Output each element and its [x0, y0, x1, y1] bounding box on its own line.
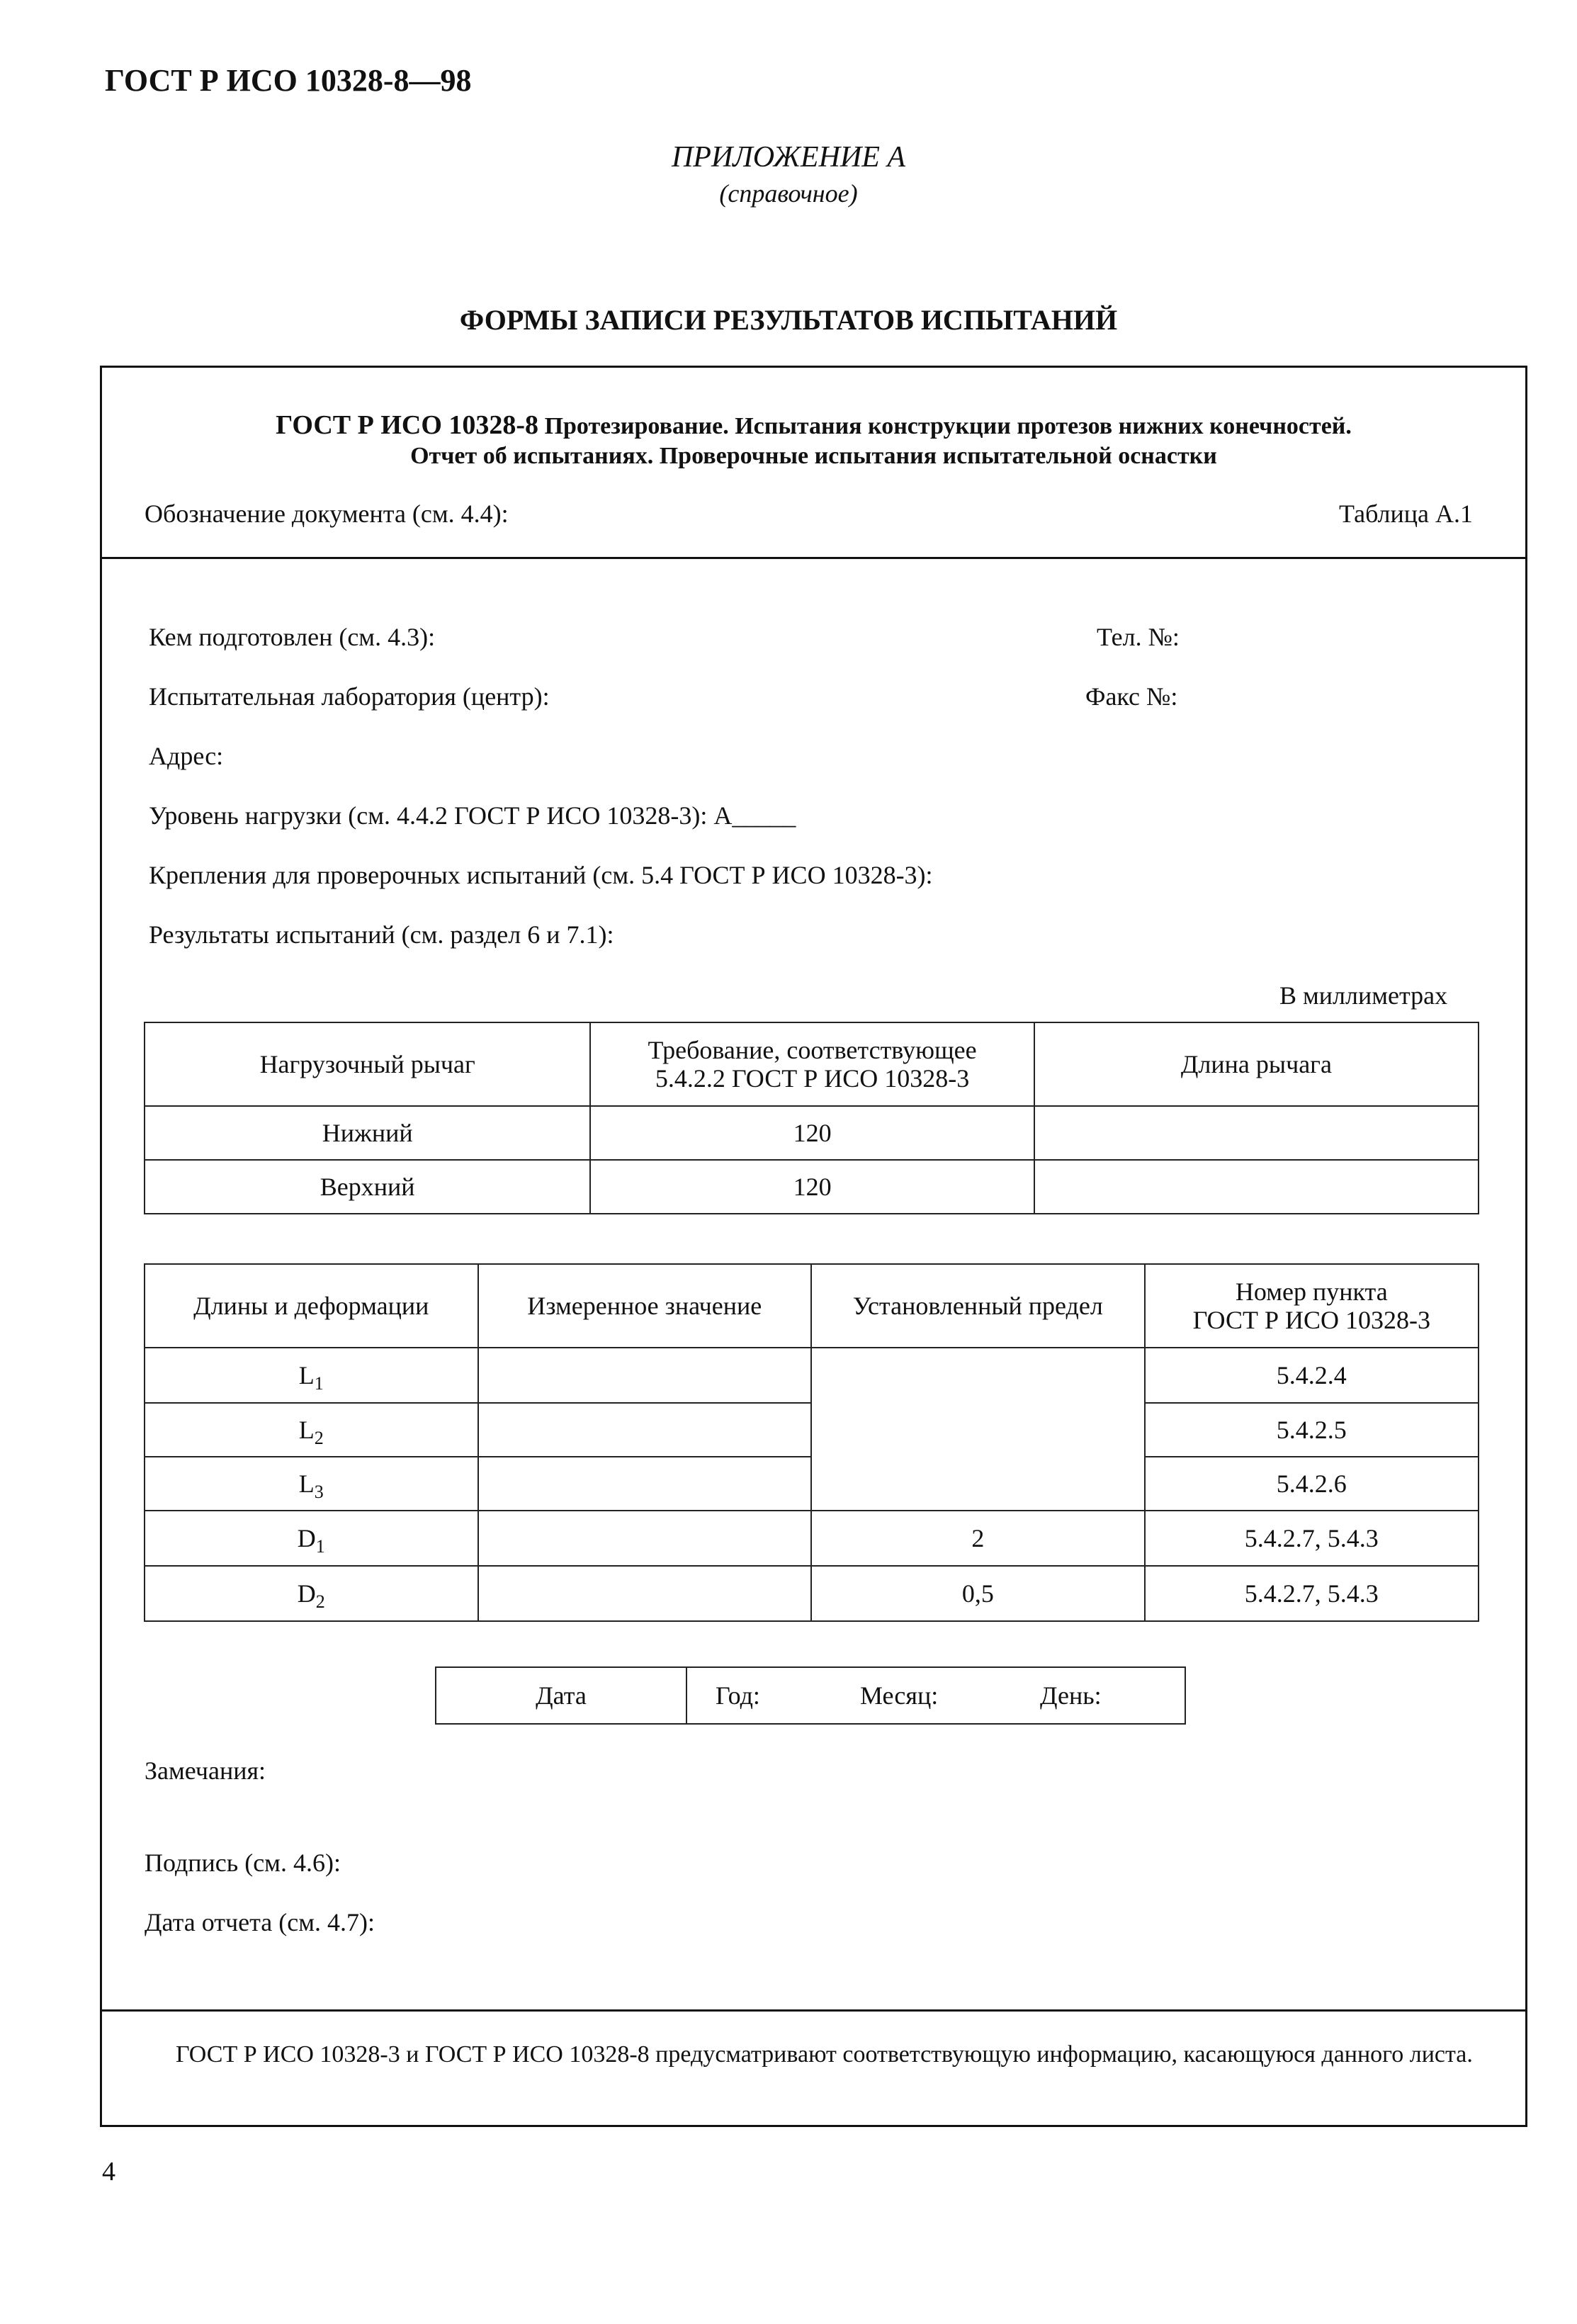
table-row	[145, 1566, 1479, 1621]
symbol-subscript: 3	[314, 1482, 324, 1502]
measured-header-cell: Измеренное значение	[478, 1264, 812, 1348]
length-header-cell: Длина рычага	[1034, 1022, 1479, 1106]
annex-subtitle: (справочное)	[719, 179, 858, 208]
symbol-cell	[145, 1511, 478, 1566]
table-row	[145, 1511, 1479, 1566]
clause-header-line-1: Номер пункта	[1235, 1277, 1388, 1306]
limit-cell-merged	[811, 1348, 1145, 1511]
deformation-table-header	[145, 1264, 1479, 1348]
limit-cell: 0,5	[811, 1566, 1145, 1621]
results-label: Результаты испытаний (см. раздел 6 и 7.1):	[149, 920, 614, 949]
symbol-subscript: 1	[314, 1373, 324, 1394]
document-code: ГОСТ Р ИСО 10328-8—98	[105, 63, 472, 98]
lever-table-header	[145, 1022, 1479, 1106]
forms-title: ФОРМЫ ЗАПИСИ РЕЗУЛЬТАТОВ ИСПЫТАНИЙ	[459, 304, 1118, 336]
limit-header-cell: Установленный предел	[811, 1264, 1145, 1348]
mounts-label: Крепления для проверочных испытаний (см. 5.4 ГОСТ Р ИСО 10328-3):	[149, 861, 933, 889]
clause-cell: 5.4.2.5	[1145, 1403, 1479, 1457]
symbol: D	[297, 1579, 316, 1608]
symbol-cell	[145, 1566, 478, 1621]
footer-divider	[100, 2009, 1527, 2012]
table-row	[145, 1160, 1479, 1214]
phone-label: Тел. №:	[1097, 623, 1180, 651]
symbol-cell	[145, 1457, 478, 1511]
symbol-subscript: 2	[315, 1591, 325, 1612]
load-level-label: Уровень нагрузки (см. 4.4.2 ГОСТ Р ИСО 10328-3): А_____	[149, 801, 796, 830]
standard-code: ГОСТ Р ИСО 10328-8	[276, 410, 539, 440]
symbol-subscript: 1	[315, 1536, 325, 1557]
symbol: D	[297, 1524, 316, 1552]
annex-title: ПРИЛОЖЕНИЕ А	[671, 141, 906, 174]
lab-label: Испытательная лаборатория (центр):	[149, 682, 550, 711]
lever-header-cell: Нагрузочный рычаг	[145, 1022, 590, 1106]
header-divider	[100, 557, 1527, 559]
day-label: День:	[1040, 1681, 1102, 1710]
date-fields-cell[interactable]	[686, 1667, 1185, 1724]
symbol-subscript: 2	[314, 1428, 324, 1448]
deformation-table	[144, 1263, 1479, 1622]
length-cell[interactable]	[1034, 1160, 1479, 1214]
symbol: L	[298, 1416, 315, 1444]
fax-label: Факс №:	[1085, 682, 1178, 711]
clause-cell: 5.4.2.7, 5.4.3	[1145, 1511, 1479, 1566]
standard-title-text: Протезирование. Испытания конструкции протезов нижних конечностей.	[544, 413, 1352, 439]
clause-cell: 5.4.2.7, 5.4.3	[1145, 1566, 1479, 1621]
requirement-cell: 120	[590, 1106, 1034, 1160]
year-label: Год:	[716, 1681, 760, 1710]
measured-cell[interactable]	[478, 1457, 812, 1511]
clause-header-line-2: ГОСТ Р ИСО 10328-3	[1192, 1306, 1430, 1334]
requirement-cell: 120	[590, 1160, 1034, 1214]
table-row	[145, 1106, 1479, 1160]
symbol-cell	[145, 1403, 478, 1457]
page-number: 4	[102, 2157, 115, 2187]
symbol: L	[298, 1470, 315, 1498]
lever-table	[144, 1022, 1479, 1214]
clause-cell: 5.4.2.4	[1145, 1348, 1479, 1403]
remarks-label: Замечания:	[145, 1756, 266, 1785]
table-reference: Таблица А.1	[1339, 500, 1473, 528]
lever-cell: Верхний	[145, 1160, 590, 1214]
lever-cell: Нижний	[145, 1106, 590, 1160]
length-cell[interactable]	[1034, 1106, 1479, 1160]
symbol-cell	[145, 1348, 478, 1403]
limit-cell: 2	[811, 1511, 1145, 1566]
requirement-header-cell	[590, 1022, 1034, 1106]
units-label: В миллиметрах	[1279, 981, 1448, 1010]
standard-title-line-2: Отчет об испытаниях. Проверочные испытания испытательной оснастки	[410, 443, 1217, 469]
measured-cell[interactable]	[478, 1348, 812, 1403]
month-label: Месяц:	[860, 1681, 939, 1710]
requirement-header-line-1: Требование, соответствующее	[648, 1036, 977, 1064]
address-label: Адрес:	[149, 742, 224, 770]
report-date-label: Дата отчета (см. 4.7):	[145, 1908, 375, 1936]
measured-cell[interactable]	[478, 1511, 812, 1566]
requirement-header-line-2: 5.4.2.2 ГОСТ Р ИСО 10328-3	[655, 1064, 970, 1093]
measured-cell[interactable]	[478, 1566, 812, 1621]
table-row	[145, 1348, 1479, 1403]
clause-header-cell	[1145, 1264, 1479, 1348]
document-designation-label: Обозначение документа (см. 4.4):	[145, 500, 509, 528]
signature-label: Подпись (см. 4.6):	[145, 1849, 341, 1877]
symbol: L	[298, 1361, 315, 1389]
date-label-cell: Дата	[436, 1667, 686, 1724]
measured-cell[interactable]	[478, 1403, 812, 1457]
date-box	[435, 1666, 1186, 1725]
lengths-header-cell: Длины и деформации	[145, 1264, 478, 1348]
footnote: ГОСТ Р ИСО 10328-3 и ГОСТ Р ИСО 10328-8 предусматривают соответствующую информацию, касающуюся данного листа.	[176, 2041, 1473, 2068]
prepared-by-label: Кем подготовлен (см. 4.3):	[149, 623, 436, 651]
standard-title-line-1	[100, 410, 1527, 442]
clause-cell: 5.4.2.6	[1145, 1457, 1479, 1511]
